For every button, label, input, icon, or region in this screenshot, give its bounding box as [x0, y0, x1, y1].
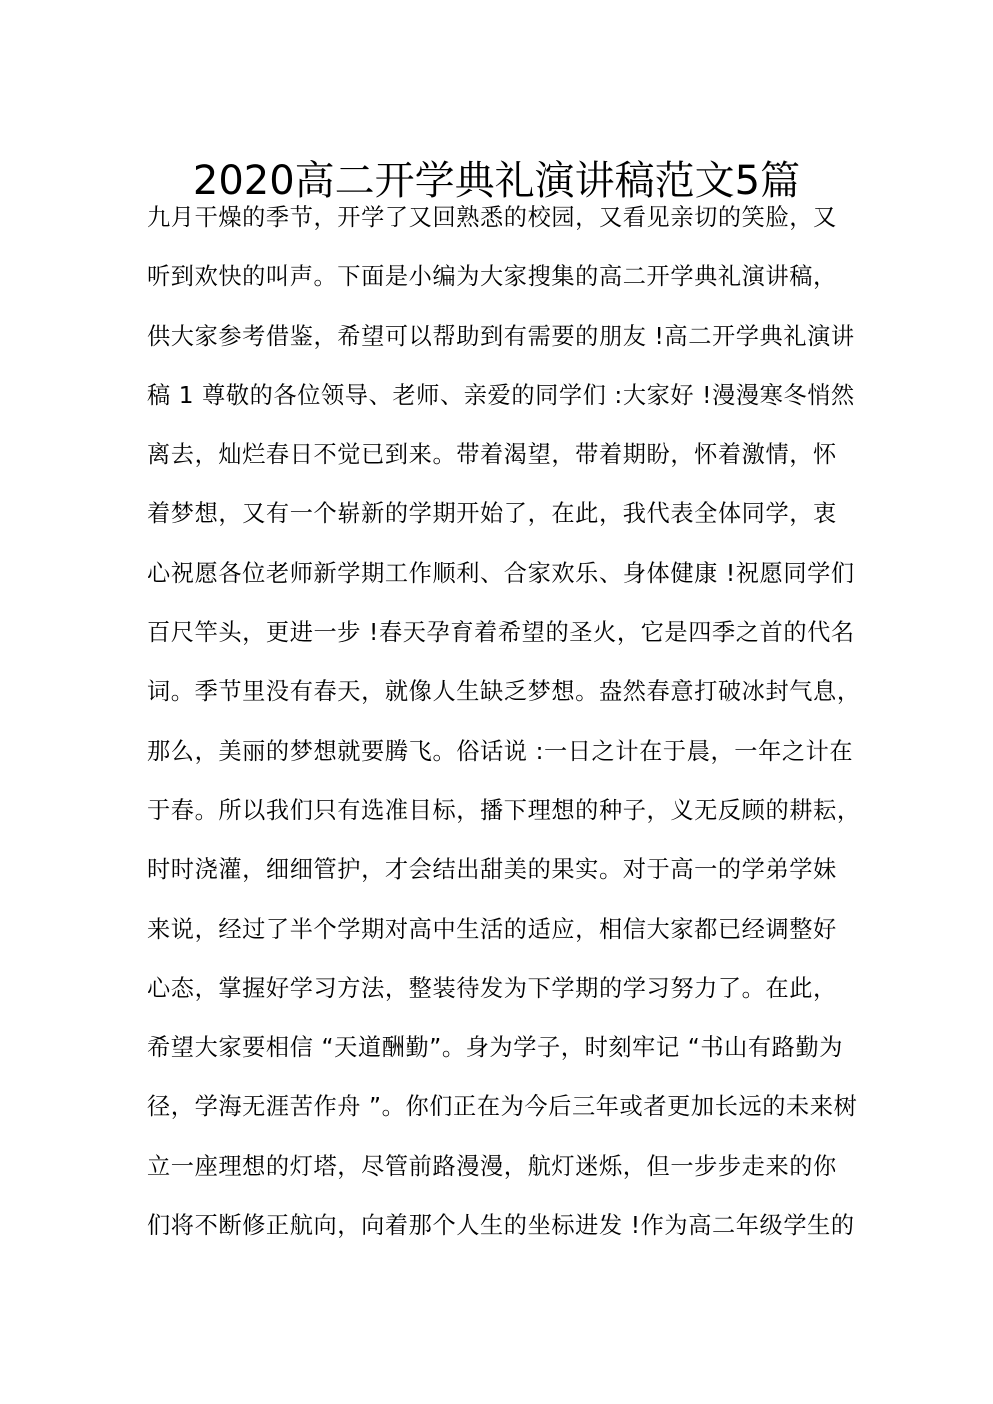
body-line: 词。季节里没有春天，就像人生缺乏梦想。盎然春意打破冰封气息， [147, 678, 861, 706]
document-title: 2020高二开学典礼演讲稿范文5篇 [192, 157, 801, 204]
body-line: 心祝愿各位老师新学期工作顺利、合家欢乐、身体健康 !祝愿同学们 [147, 559, 855, 587]
body-line: 供大家参考借鉴，希望可以帮助到有需要的朋友 !高二开学典礼演讲 [147, 322, 855, 350]
body-line: 听到欢快的叫声。下面是小编为大家搜集的高二开学典礼演讲稿， [147, 263, 837, 291]
body-line: 来说，经过了半个学期对高中生活的适应，相信大家都已经调整好 [147, 915, 837, 943]
body-line: 百尺竿头，更进一步 !春天孕育着希望的圣火，它是四季之首的代名 [147, 619, 855, 647]
body-line: 们将不断修正航向，向着那个人生的坐标进发 !作为高二年级学生的 [147, 1212, 855, 1240]
body-line: 于春。所以我们只有选准目标，播下理想的种子，义无反顾的耕耘， [147, 796, 861, 824]
body-line: 离去，灿烂春日不觉已到来。带着渴望，带着期盼，怀着激情，怀 [147, 441, 837, 469]
body-line: 希望大家要相信 “天道酬勤”。身为学子，时刻牢记 “书山有路勤为 [147, 1034, 844, 1062]
body-line: 径，学海无涯苦作舟 ”。你们正在为今后三年或者更加长远的未来树 [147, 1093, 858, 1121]
body-line: 时时浇灌，细细管护，才会结出甜美的果实。对于高一的学弟学妹 [147, 856, 837, 884]
body-line: 立一座理想的灯塔，尽管前路漫漫，航灯迷烁，但一步步走来的你 [147, 1152, 837, 1180]
document-body [147, 198, 861, 1265]
body-line: 心态，掌握好学习方法，整装待发为下学期的学习努力了。在此， [147, 974, 837, 1002]
body-line: 稿 1 尊敬的各位领导、老师、亲爱的同学们 :大家好 !漫漫寒冬悄然 [147, 381, 855, 409]
body-line: 着梦想，又有一个崭新的学期开始了，在此，我代表全体同学，衷 [147, 500, 837, 528]
body-line: 九月干燥的季节，开学了又回熟悉的校园，又看见亲切的笑脸，又 [147, 204, 837, 231]
body-line: 那么，美丽的梦想就要腾飞。俗话说 :一日之计在于晨，一年之计在 [147, 737, 854, 765]
